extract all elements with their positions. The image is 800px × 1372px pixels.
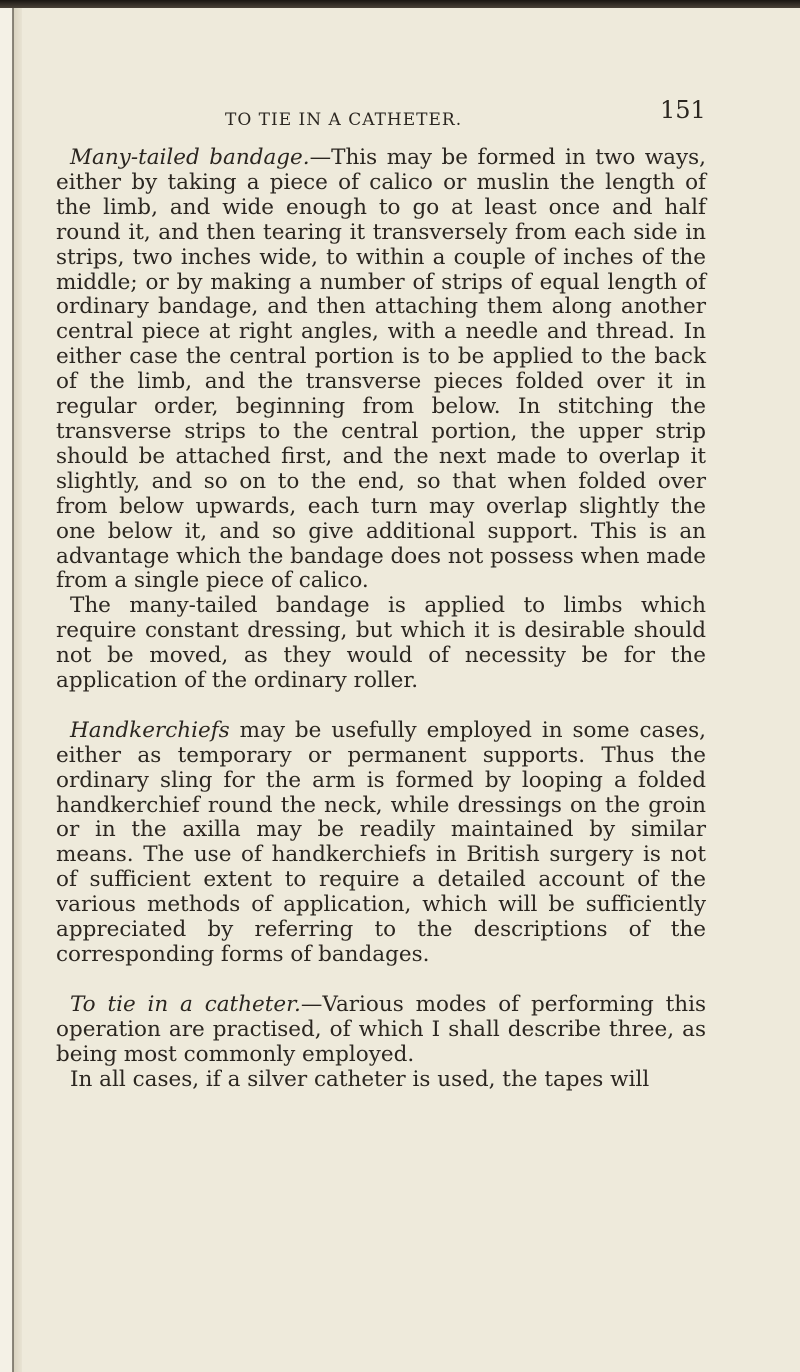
paragraph-text: The many-tailed bandage is applied to limbs which require constant dressing, but which it is desirable should not be moved, as they would of necessity be for the application of the ordinary roller. — [56, 593, 706, 694]
paragraph-catheter-continued — [56, 1068, 706, 1093]
body-text — [56, 146, 706, 1092]
paragraph-text: may be usefully employed in some cases, either as temporary or permanent supports. Thus the ordinary sling for the arm is formed by looping a folded handkerchief round the neck, while dressings on the groin or in the axilla may be readily maintained by similar means. The use of handkerchiefs in British surgery is not of sufficient extent to require a detailed account of the various methods of application, which will be sufficiently appreciated by referring to the descriptions of the corresponding forms of bandages. — [56, 717, 706, 967]
section-lead-many-tailed-bandage: Many-tailed bandage. — [70, 145, 310, 170]
paragraph-text: —This may be formed in two ways, either by taking a piece of calico or muslin the length of the limb, and wide enough to go at least once and half round it, and then tearing it transversely from each side in strips, two inches wide, to within a couple of inches of the middle; or by making a number of strips of equal length of ordinary bandage, and then attaching them along another central piece at right angles, with a needle and thread. In either case the central portion is to be applied to the back of the limb, and the transverse pieces folded over it in regular order, beginning from below. In stitching the transverse strips to the central portion, the upper strip should be attached first, and the next made to overlap it slightly, and so on to the end, so that when folded over from below upwards, each turn may overlap slightly the one below it, and so give additional support. This is an advantage which the bandage does not possess when made from a single piece of calico. — [56, 145, 706, 594]
paragraph-handkerchiefs — [56, 719, 706, 968]
paragraph-catheter — [56, 993, 706, 1068]
book-page — [50, 10, 710, 1360]
running-head: TO TIE IN A CATHETER. — [225, 110, 463, 130]
section-lead-handkerchiefs: Handkerchiefs — [70, 717, 230, 743]
paragraph-text: In all cases, if a silver catheter is used, the tapes will — [70, 1066, 650, 1092]
paragraph-text: —Various modes of performing this operation are practised, of which I shall describe three, as being most commonly employed. — [56, 991, 707, 1067]
top-edge-shadow — [0, 0, 800, 8]
binding-gutter — [0, 8, 22, 1372]
paragraph-many-tailed-bandage — [56, 146, 706, 594]
page-number: 151 — [660, 96, 706, 124]
paragraph-many-tailed-usage — [56, 594, 706, 694]
section-lead-catheter: To tie in a catheter. — [70, 991, 301, 1017]
binding-fold-line — [12, 8, 14, 1372]
